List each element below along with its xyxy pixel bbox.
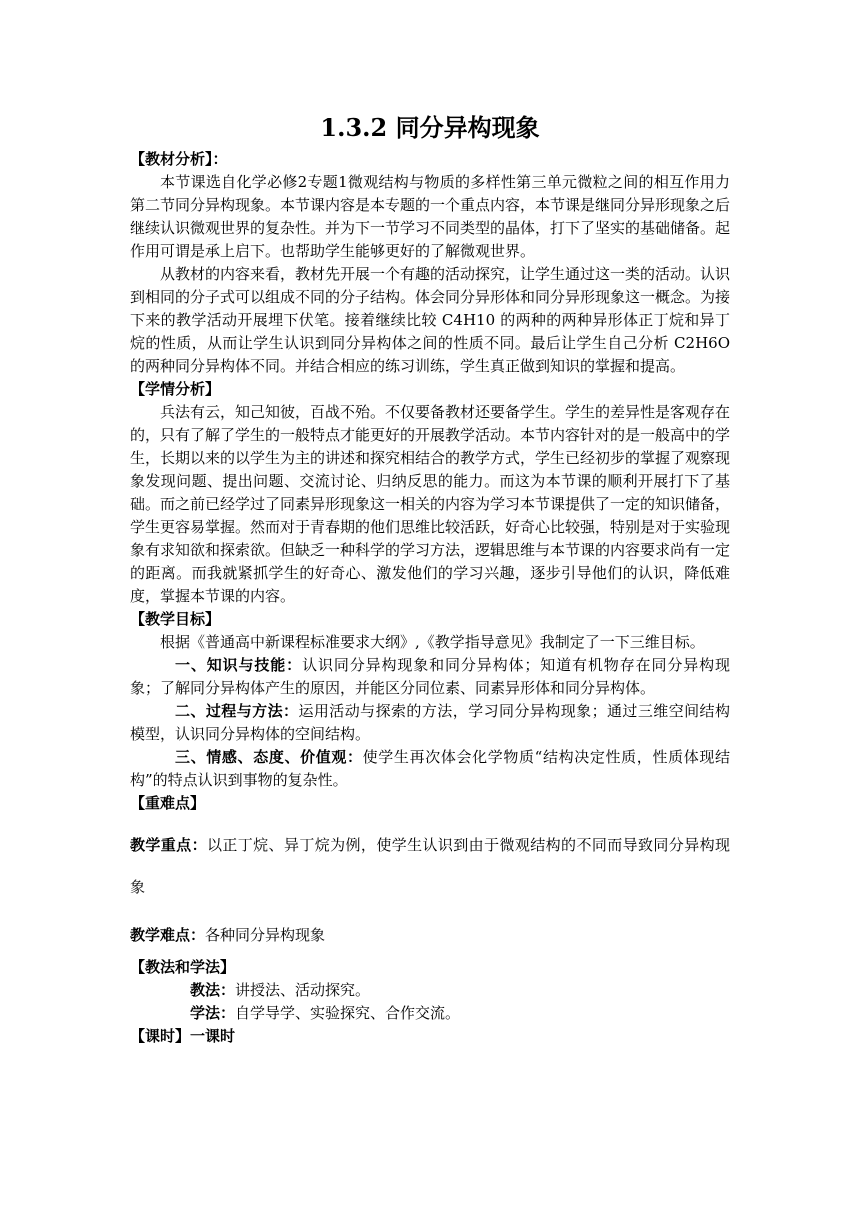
section-heading-student-analysis: 【学情分析】	[130, 380, 221, 398]
key-point-text: 以正丁烷、异丁烷为例，使学生认识到由于微观结构的不同而导致同分异构现象	[130, 836, 730, 896]
document-page	[130, 110, 730, 1048]
student-analysis-paragraph: 兵法有云，知己知彼，百战不殆。不仅要备教材还要备学生。学生的差异性是客观存在的，只有了解了学生的一般特点才能更好的开展教学活动。本节内容针对的是一般高中的学生，长期以来的以学生为主的讲述和探究相结合的教学方式，学生已经初步的掌握了观察现象发现问题、提出问题、交流讨论、归纳反思的能力。而这为本节课的顺利开展打下了基础。而之前已经学过了同素异形现象这一相关的内容为学习本节课提供了一定的知识储备，学生更容易掌握。然而对于青春期的他们思维比较活跃，好奇心比较强，特别是对于实验现象有求知欲和探索欲。但缺乏一种科学的学习方法，逻辑思维与本节课的内容要求尚有一定的距离。而我就紧抓学生的好奇心、激发他们的学习兴趣，逐步引导他们的认识，降低难度，掌握本节课的内容。	[130, 403, 731, 605]
difficult-point-text: 各种同分异构现象	[205, 926, 326, 944]
goal-emotion-values-label: 三、情感、态度、价值观：	[175, 748, 363, 766]
difficult-point	[130, 924, 730, 947]
section-heading-methods: 【教法和学法】	[130, 958, 236, 976]
difficult-point-label: 教学难点：	[130, 926, 206, 944]
goal-knowledge-skills	[130, 654, 730, 700]
teaching-goals-intro: 根据《普通高中新课程标准要求大纲》,《教学指导意见》我制定了一下三维目标。	[160, 633, 705, 651]
textbook-analysis-paragraph-1: 本节课选自化学必修2专题1微观结构与物质的多样性第三单元微粒之间的相互作用力第二节同分异构现象。本节课内容是本专题的一个重点内容，本节课是继同分异形现象之后继续认识微观世界的复杂性。并为下一节学习不同类型的晶体，打下了坚实的基础储备。起作用可谓是承上启下。也帮助学生能够更好的了解微观世界。	[130, 173, 731, 260]
goal-process-methods-label: 二、过程与方法：	[175, 702, 299, 720]
goal-process-methods	[130, 700, 730, 746]
key-point-label: 教学重点：	[130, 836, 207, 854]
textbook-analysis-paragraph-2: 从教材的内容来看，教材先开展一个有趣的活动探究，让学生通过这一类的活动。认识到相同的分子式可以组成不同的分子结构。体会同分异形体和同分异形现象这一概念。为接下来的教学活动开展埋下伏笔。接着继续比较 C4H10 的两种的两种异形体正丁烷和异丁烷的性质，从而让学生认识到同分异构体之间的性质不同。最后让学生自己分析 C2H6O 的两种同分异构体不同。并结合相应的练习训练，学生真正做到知识的掌握和提高。	[130, 265, 731, 375]
teaching-method-text: 讲授法、活动探究。	[235, 981, 371, 999]
goal-knowledge-skills-label: 一、知识与技能：	[175, 656, 303, 674]
teaching-method-label: 教法：	[190, 981, 236, 999]
goal-emotion-values-text: 使学生再次体会化学物质“结构决定性质，性质体现结构”的特点认识到事物的复杂性。	[130, 748, 730, 789]
section-heading-class-hours: 【课时】一课时	[130, 1027, 236, 1045]
goal-knowledge-skills-text: 认识同分异构现象和同分异构体；知道有机物存在同分异构现象；了解同分异构体产生的原因，并能区分同位素、同素异形体和同分异构体。	[130, 656, 730, 697]
section-heading-key-difficult-points: 【重难点】	[130, 794, 206, 812]
section-heading-textbook-analysis: 【教材分析】：	[130, 150, 228, 168]
page-title: 1.3.2 同分异构现象	[320, 113, 540, 142]
key-point	[130, 824, 730, 908]
goal-process-methods-text: 运用活动与探索的方法，学习同分异构现象；通过三维空间结构模型，认识同分异构体的空间结构。	[130, 702, 730, 743]
learning-method-label: 学法：	[190, 1004, 236, 1022]
section-heading-teaching-goals: 【教学目标】	[130, 610, 221, 628]
learning-method	[130, 1002, 730, 1025]
teaching-method	[130, 979, 730, 1002]
learning-method-text: 自学导学、实验探究、合作交流。	[235, 1004, 461, 1022]
goal-emotion-values	[130, 746, 730, 792]
